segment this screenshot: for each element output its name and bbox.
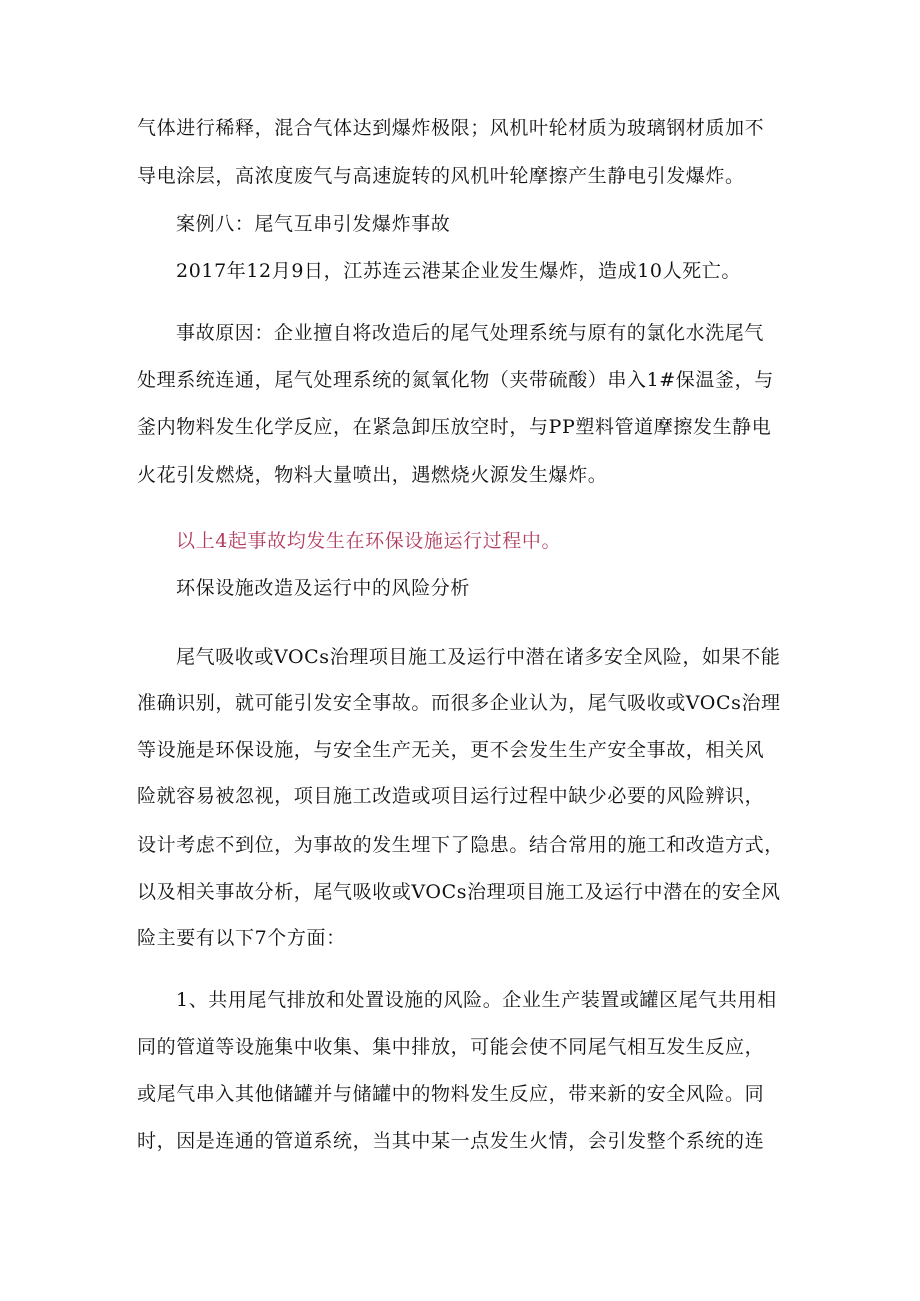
paragraph-line: 釜内物料发生化学反应，在紧急卸压放空时，与PP塑料管道摩擦发生静电 [137, 416, 772, 438]
paragraph-line: 或尾气串入其他储罐并与储罐中的物料发生反应，带来新的安全风险。同 [137, 1083, 765, 1105]
paragraph-line: 险就容易被忽视，项目施工改造或项目运行过程中缺少必要的风险辨识， [137, 785, 765, 807]
highlight-summary: 以上4起事故均发生在环保设施运行过程中。 [176, 530, 562, 552]
paragraph-line: 气体进行稀释，混合气体达到爆炸极限；风机叶轮材质为玻璃钢材质加不 [137, 117, 765, 139]
paragraph-line: 准确识别，就可能引发安全事故。而很多企业认为，尾气吸收或VOCs治理 [137, 692, 781, 714]
paragraph-line: 2017年12月9日，江苏连云港某企业发生爆炸，造成10人死亡。 [176, 260, 741, 282]
paragraph-line: 以及相关事故分析，尾气吸收或VOCs治理项目施工及运行中潜在的安全风 [137, 881, 781, 903]
paragraph-line: 事故原因：企业擅自将改造后的尾气处理系统与原有的氯化水洗尾气 [176, 322, 765, 344]
paragraph-line: 尾气吸收或VOCs治理项目施工及运行中潜在诸多安全风险，如果不能 [176, 646, 781, 668]
paragraph-line: 时，因是连通的管道系统，当其中某一点发生火情，会引发整个系统的连 [137, 1130, 765, 1152]
paragraph-line: 导电涂层，高浓度废气与高速旋转的风机叶轮摩擦产生静电引发爆炸。 [137, 165, 745, 187]
paragraph-line: 等设施是环保设施，与安全生产无关，更不会发生生产安全事故，相关风 [137, 739, 765, 761]
paragraph-line: 险主要有以下7个方面： [137, 927, 346, 949]
paragraph-line: 处理系统连通，尾气处理系统的氮氧化物（夹带硫酸）串入1#保温釜，与 [137, 369, 774, 391]
paragraph-line: 同的管道等设施集中收集、集中排放，可能会使不同尾气相互发生反应， [137, 1036, 765, 1058]
paragraph-line: 设计考虑不到位，为事故的发生埋下了隐患。结合常用的施工和改造方式， [137, 834, 784, 856]
paragraph-line: 火花引发燃烧，物料大量喷出，遇燃烧火源发生爆炸。 [137, 464, 608, 486]
section-heading: 案例八：尾气互串引发爆炸事故 [176, 213, 451, 235]
section-heading: 环保设施改造及运行中的风险分析 [176, 577, 471, 599]
paragraph-line: 1、共用尾气排放和处置设施的风险。企业生产装置或罐区尾气共用相 [176, 989, 777, 1011]
